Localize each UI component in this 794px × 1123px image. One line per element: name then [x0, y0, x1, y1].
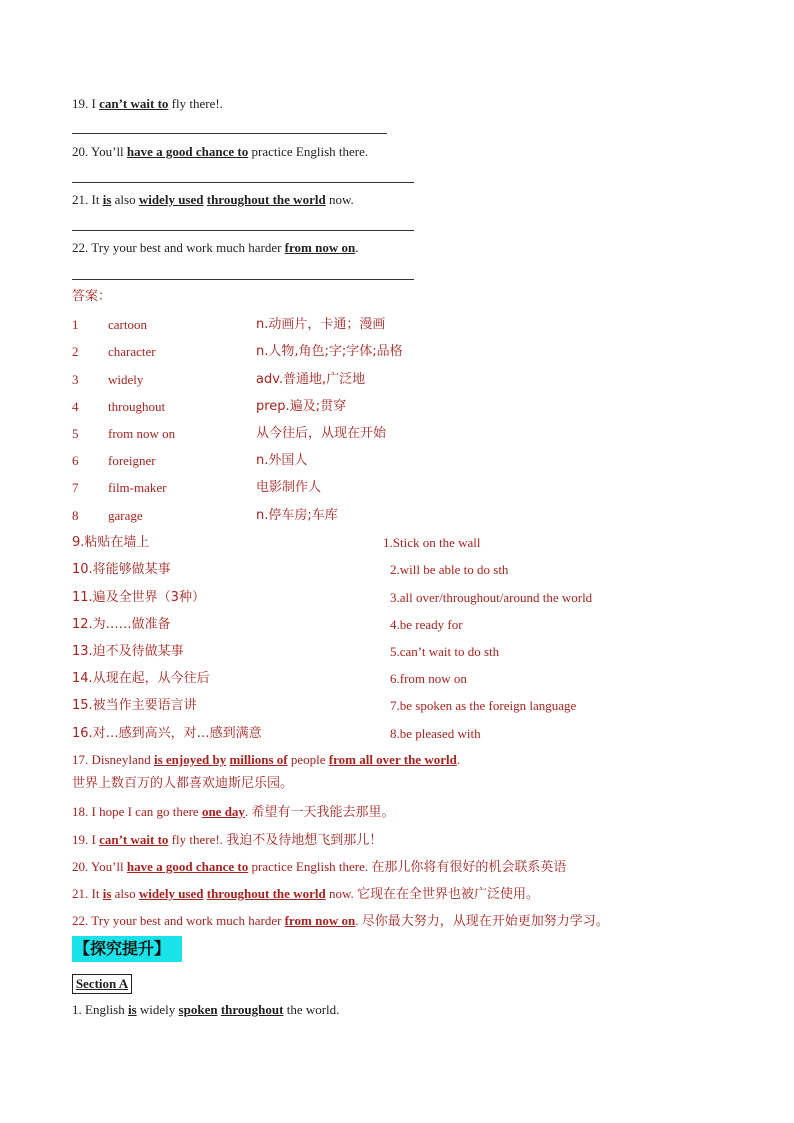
- answer-blank: is: [102, 192, 112, 207]
- answer-19: 19. I can’t wait to fly there!. 我迫不及待地想飞到那儿！: [72, 832, 383, 848]
- exercise-22: 22. Try your best and work much harder from now on.: [72, 240, 359, 255]
- answer-blank: throughout: [220, 1002, 284, 1017]
- answer-22: 22. Try your best and work much harder from now on. 尽你最大努力，从现在开始更加努力学习。: [72, 913, 609, 929]
- answer-blank: from now on: [284, 240, 356, 255]
- answers-label: 答案：: [72, 289, 112, 304]
- answer-line: [72, 230, 414, 231]
- answer-blank: is: [127, 1002, 137, 1017]
- exercise-20: 20. You’ll have a good chance to practice English there.: [72, 144, 369, 159]
- section-heading: Section A: [72, 974, 132, 994]
- answer-line: [72, 182, 414, 183]
- section-banner: 【探究提升】: [72, 936, 182, 962]
- answer-17-translation: 世界上数百万的人都喜欢迪斯尼乐园。: [72, 776, 294, 791]
- answer-21: 21. It is also widely used throughout the world now. 它现在在全世界也被广泛使用。: [72, 886, 539, 902]
- section-a-sentence-1: 1. English is widely spoken throughout the world.: [72, 1002, 340, 1017]
- answer-blank: throughout the world: [206, 192, 326, 207]
- exercise-19: 19. I can’t wait to fly there!.: [72, 96, 223, 111]
- answer-20: 20. You’ll have a good chance to practice English there. 在那儿你将有很好的机会联系英语: [72, 859, 567, 875]
- answer-blank: have a good chance to: [126, 144, 249, 159]
- answer-line: [72, 133, 387, 134]
- answer-line: [72, 279, 414, 280]
- answer-blank: spoken: [178, 1002, 218, 1017]
- answer-blank: can’t wait to: [99, 96, 169, 111]
- answer-18: 18. I hope I can go there one day. 希望有一天我能去那里。: [72, 804, 395, 820]
- exercise-21: 21. It is also widely used throughout the world now.: [72, 192, 354, 207]
- answer-blank: widely used: [138, 192, 204, 207]
- answer-17: 17. Disneyland is enjoyed by millions of people from all over the world.: [72, 752, 461, 767]
